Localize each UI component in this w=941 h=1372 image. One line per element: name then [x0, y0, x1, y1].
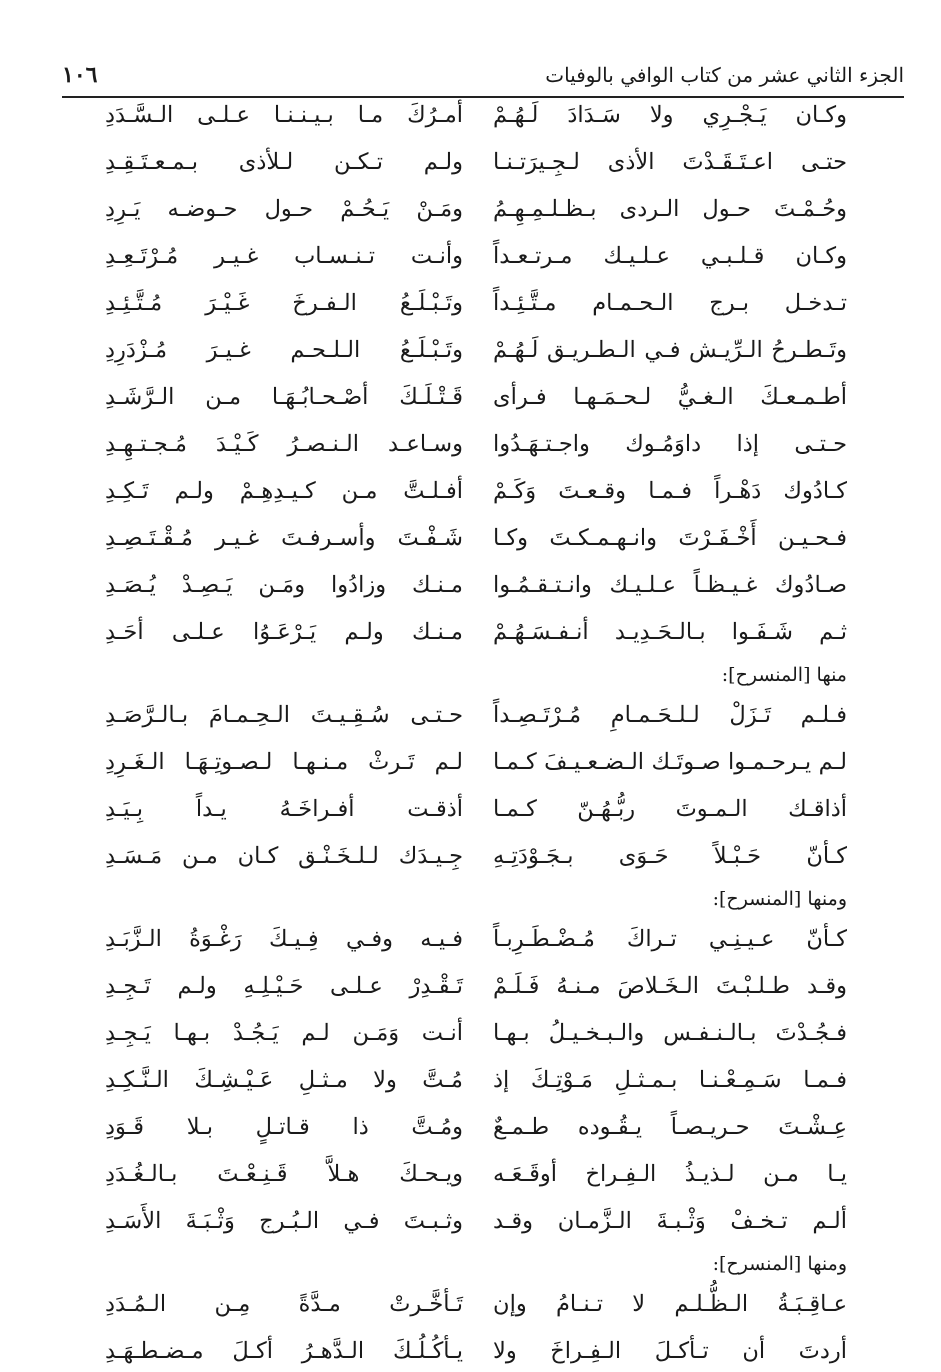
verse-first-hemistich: أذاقـك الـمـوتَ ربُّـهُـنّ كـمـا: [493, 796, 847, 822]
verse-second-hemistich: ولـم تـكـن لـلأذى بـمـعـتَـقِـدِ: [105, 149, 463, 175]
verse-second-hemistich: جِـيـدَك لـلـخَـنْـق كـان مـن مَـسَـدِ: [105, 843, 463, 869]
verse-first-hemistich: صـادُوك غـيـظـاً عـلـيـك وانـتـقـمُـوا: [493, 572, 847, 598]
verse-second-hemistich: أمـرُكَ مـا بـيـنـنـا عـلـى الـسَّـدَدِ: [105, 102, 463, 128]
verse-second-hemistich: ومُـتَّ ذا قـاتـلٍ بـلا قَـوَدِ: [105, 1114, 463, 1140]
verse-second-hemistich: يـأكُـلُـكَ الـدَّهـرُ أكـلَ مـضـطـهَـدِ: [105, 1338, 463, 1364]
verse-second-hemistich: ويـحـكَ هـلاَّ قَـنِـعْـتَ بـالـغُـدَدِ: [105, 1161, 463, 1187]
verse-first-hemistich: ألـم تـخـفْ وَثْـبـةَ الـزَّمـان وقـد: [493, 1208, 847, 1234]
verse-first-hemistich: ثـم شَـفَـوا بـالـحَـدِيـد أنـفـسَـهُـمْ: [493, 619, 847, 645]
verse-second-hemistich: تَـأخَّـرتْ مـدَّةً مِـن الـمُـدَدِ: [105, 1291, 463, 1317]
verse-second-hemistich: أذقـت أفـراخَـهُ يـداً بِـيَـدِ: [105, 796, 463, 822]
verse-second-hemistich: مـنـك وزادُوا ومَـن يَـصِـدْ يُـصَـدِ: [105, 572, 463, 598]
verse-first-hemistich: عـاقِـبَـةُ الـظُّـلـم لا تـنـامُ وإن: [493, 1291, 847, 1317]
verse-second-hemistich: أنـت وَمَـن لـم يَـجُـدْ بـهـا يَـجِـدِ: [105, 1020, 463, 1046]
verse-second-hemistich: وأنـت تـنـسـاب غـيـر مُـرْتَـعِـدِ: [105, 243, 463, 269]
verse-second-hemistich: ومَـنْ يَـحُـمْ حـول حـوضـه يَـرِدِ: [105, 196, 463, 222]
verse-first-hemistich: وكـان يَـجْـرِي ولا سَـدَادَ لَـهُـمْ: [493, 102, 847, 128]
verse-second-hemistich: مـنـك ولـم يَـرْعَـوُا عـلـى أحَـدِ: [105, 619, 463, 645]
verse-first-hemistich: وحُـمْـتَ حـول الـردى بـظـلـمِـهِـمُ: [493, 196, 847, 222]
verse-first-hemistich: فـجُـدْتَ بـالـنـفـس والـبـخـيـلُ بـهـا: [493, 1020, 847, 1046]
header-rule: [62, 96, 904, 98]
verse-first-hemistich: حتـى اعـتَـقَـدْتَ الأذى لـجِـيرَتـنـا: [493, 149, 847, 175]
verse-first-hemistich: لـم يـرحـمـوا صـوتَـك الـضـعـيـفَ كـمـا: [493, 749, 847, 775]
verse-first-hemistich: يـا مـن لـذيـذُ الـفِـراخ أوقَـعَـه: [493, 1161, 847, 1187]
verse-first-hemistich: حـتـى إذا داوَمُـوك واجـتـهَـدُوا: [493, 431, 847, 457]
verse-first-hemistich: فـحـيـن أَخْـفَـرْتَ وانـهـمـكـتَ وكـا: [493, 525, 847, 551]
verse-second-hemistich: شَـفْـتَ وأسـرفـتَ غـيـر مُـقْـتَـصِـدِ: [105, 525, 463, 551]
verse-first-hemistich: تـدخـل بـرج الـحـمـام مـتَّـئِـداً: [493, 290, 847, 316]
verse-second-hemistich: قَـتْـلَـكَ أصْـحـابُـهَـا مـن الـرَّشَـدِ: [105, 384, 463, 410]
verse-first-hemistich: وقـد طـلـبْـتَ الـخَـلاصَ مـنـهُ فَـلَـمْ: [493, 973, 847, 999]
verse-second-hemistich: وسـاعـد الـنـصـرُ كَـيْـدَ مُـجـتـهِـدِ: [105, 431, 463, 457]
page-number: ١٠٦: [62, 62, 98, 88]
verse-second-hemistich: مُـتَّ ولا مـثـلِ عَـيْـشِـكَ الـنَّـكِـدِ: [105, 1067, 463, 1093]
verse-first-hemistich: وتَـطـرحُ الـرِّيـش فـي الـطـريـق لَـهُـمْ: [493, 337, 847, 363]
section-intro: ومنها [المنسرح]:: [712, 888, 847, 910]
verse-second-hemistich: وتَـبْـلَـعُ الـفـرخَ غَـيْـرَ مُـتَّـئِـدِ: [105, 290, 463, 316]
verse-second-hemistich: فـيـه وفـي فِـيـكَ رَغْـوَةُ الـزَّبَـدِ: [105, 926, 463, 952]
section-intro: منها [المنسرح]:: [721, 664, 847, 686]
verse-second-hemistich: وثـبـتَ فـي الـبُـرج وَثْـبَـةَ الأَسَـدِ: [105, 1208, 463, 1234]
page-header: [62, 58, 904, 92]
verse-second-hemistich: حـتـى سُـقِـيـتَ الـحِـمـامَ بـالـرَّصَـدِ: [105, 702, 463, 728]
verse-second-hemistich: وتَـبْـلَـعُ الـلـحـم غـيـرَ مُـزْدَرِدِ: [105, 337, 463, 363]
verse-second-hemistich: لـم تَـرثْ مـنـهـا لـصـوتِـهَـا الـغَـرِدِ: [105, 749, 463, 775]
section-intro: ومنها [المنسرح]:: [712, 1253, 847, 1275]
verse-first-hemistich: أطـمـعـكَ الـغـيُّ لـحـمَـهـا فـرأى: [493, 384, 847, 410]
verse-second-hemistich: تَـقْـدِرْ عـلـى حَـيْـلِـهِ ولـم تَـجِـدِ: [105, 973, 463, 999]
verse-first-hemistich: وكـان قـلـبـي عـلـيـك مـرتـعـداً: [493, 243, 847, 269]
verse-first-hemistich: كـأنّ حَـبْـلاً حَـوَى بـجَـوْدَتِـهِ: [493, 843, 847, 869]
verse-first-hemistich: أردتَ أن تـأكـلَ الـفِـراخَ ولا: [493, 1338, 847, 1364]
running-title: الجزء الثاني عشر من كتاب الوافي بالوفيات: [545, 63, 904, 87]
verse-first-hemistich: كـأنّ عـيـنِـي تـراكَ مُـضْـطَـرِبـاً: [493, 926, 847, 952]
verse-first-hemistich: فـلـم تَـزَلْ لـلـحَـمـامِ مُـرْتَـصِـداً: [493, 702, 847, 728]
verse-first-hemistich: عِـشْـتَ حـريـصـاً يـقُـوده طـمـعٌ: [493, 1114, 847, 1140]
verse-first-hemistich: كـادُوك دَهْـراً فـمـا وقـعـتَ وَكَـمْ: [493, 478, 847, 504]
verse-second-hemistich: أفـلـتَّ مـن كـيـدِهِـمْ ولـم تَـكِـدِ: [105, 478, 463, 504]
verse-first-hemistich: فـمـا سَـمِـعْـنـا بـمـثـلِ مَـوْتِـكَ إذ: [493, 1067, 847, 1093]
